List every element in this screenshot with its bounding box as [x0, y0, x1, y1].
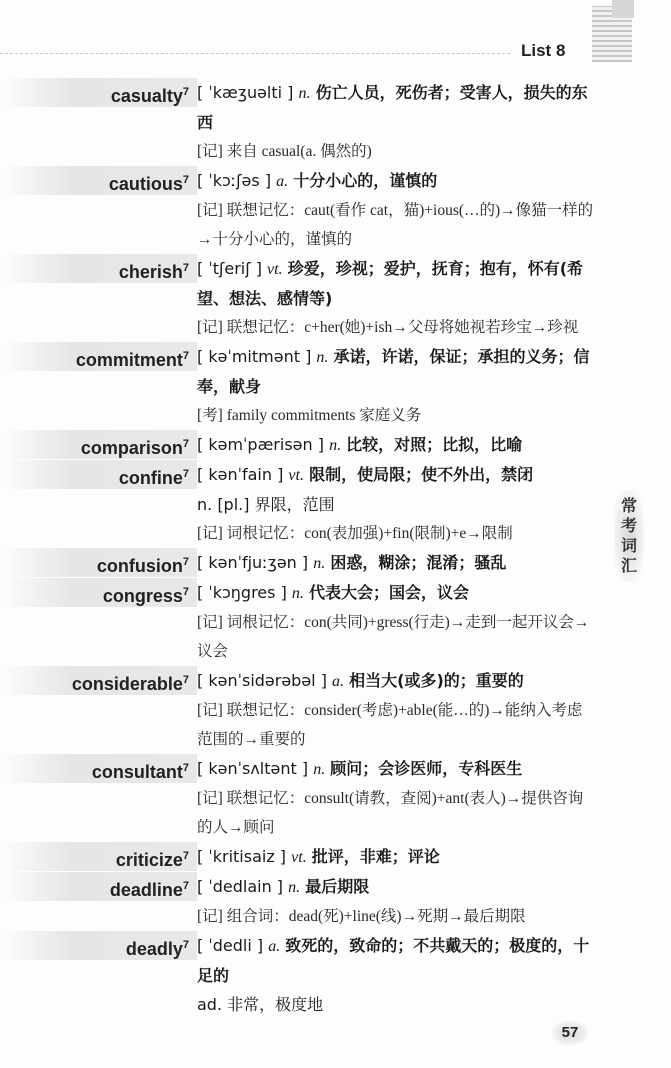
- frequency-mark: 7: [182, 86, 189, 98]
- entry-comparison: [0, 430, 600, 460]
- definition: 批评，非难；评论: [311, 847, 440, 866]
- headword-text: criticize: [115, 850, 183, 870]
- part-of-speech: a.: [332, 673, 345, 690]
- headword: [0, 842, 197, 871]
- memory-note: [记] 联想记忆：consult(请教，查阅)+ant(表人)→提供咨询的人→顾问: [197, 790, 584, 836]
- headword-text: cautious: [108, 174, 183, 194]
- headword-text: comparison: [80, 438, 183, 458]
- part-of-speech: vt.: [291, 849, 307, 866]
- definition: 伤亡人员，死伤者；受害人，损失的东西: [197, 83, 588, 132]
- side-tab: [614, 490, 644, 582]
- pronunciation: [ ˈdedlain ]: [197, 877, 284, 896]
- headword: [0, 666, 197, 695]
- entry-body: [197, 460, 595, 548]
- headword-text: deadline: [109, 880, 183, 900]
- part-of-speech: a.: [268, 938, 281, 955]
- entry-body: [197, 430, 595, 460]
- definition: 最后期限: [305, 877, 370, 896]
- memory-note: [记] 联想记忆：caut(看作 cat，猫)+ious(…的)→像猫一样的→十分小心的，谨慎的: [197, 202, 594, 248]
- part-of-speech: a.: [276, 173, 289, 190]
- extra-definition: n. [pl.] 界限，范围: [197, 495, 335, 514]
- definition: 顾问；会诊医师，专科医生: [330, 759, 523, 778]
- pronunciation: [ kəmˈpærisən ]: [197, 435, 324, 454]
- headword: [0, 78, 197, 107]
- definition: 十分小心的，谨慎的: [293, 171, 438, 190]
- entry-body: [197, 254, 595, 342]
- frequency-mark: 7: [182, 262, 189, 274]
- part-of-speech: n.: [313, 761, 326, 778]
- definition: 代表大会；国会，议会: [309, 583, 470, 602]
- headword: [0, 754, 197, 783]
- memory-note: [记] 联想记忆：consider(考虑)+able(能…的)→能纳入考虑范围的→重要的: [197, 702, 583, 748]
- definition-line: [197, 254, 595, 313]
- entry-body: [197, 872, 595, 931]
- definition: 相当大(或多)的；重要的: [349, 671, 524, 690]
- headword-text: confusion: [96, 556, 183, 576]
- headword: [0, 342, 197, 371]
- entry-criticize: [0, 842, 600, 872]
- frequency-mark: 7: [182, 586, 189, 598]
- definition-line: [197, 430, 595, 460]
- page-corner-shadow: [612, 0, 634, 18]
- memory-note: [记] 词根记忆：con(表加强)+fin(限制)+e→限制: [197, 525, 513, 542]
- entry-confine: [0, 460, 600, 548]
- part-of-speech: n.: [316, 349, 329, 366]
- headword-text: confine: [118, 468, 183, 488]
- definition: 比较，对照；比拟，比喻: [346, 435, 523, 454]
- frequency-mark: 7: [182, 556, 189, 568]
- memory-note: [记] 来自 casual(a. 偶然的): [197, 143, 372, 160]
- memory-note: [记] 联想记忆：c+her(她)+ish→父母将她视若珍宝→珍视: [197, 319, 579, 336]
- pronunciation: [ kənˈsʌltənt ]: [197, 759, 309, 778]
- definition-line: [197, 931, 595, 990]
- headword-text: deadly: [125, 939, 183, 959]
- part-of-speech: vt.: [267, 261, 283, 278]
- pronunciation: [ kənˈfain ]: [197, 465, 284, 484]
- headword: [0, 578, 197, 607]
- part-of-speech: n.: [329, 437, 342, 454]
- definition-line: [197, 548, 595, 578]
- frequency-mark: 7: [182, 468, 189, 480]
- headword: [0, 460, 197, 489]
- entry-consultant: [0, 754, 600, 842]
- frequency-mark: 7: [182, 350, 189, 362]
- entry-cherish: [0, 254, 600, 342]
- frequency-mark: 7: [182, 762, 189, 774]
- pronunciation: [ ˈkɔŋgres ]: [197, 583, 287, 602]
- headword-text: cherish: [118, 262, 183, 282]
- pronunciation: [ ˈdedli ]: [197, 936, 264, 955]
- part-of-speech: vt.: [288, 467, 304, 484]
- headword: [0, 254, 197, 283]
- pronunciation: [ ˈkritisaiz ]: [197, 847, 287, 866]
- memory-note: [记] 组合词：dead(死)+line(线)→死期→最后期限: [197, 908, 526, 925]
- headword: [0, 166, 197, 195]
- side-tab-text: 常考词汇: [620, 496, 637, 575]
- list-title: List 8: [521, 41, 566, 60]
- entry-cautious: [0, 166, 600, 254]
- definition-line: [197, 666, 595, 696]
- entry-body: [197, 931, 595, 1019]
- part-of-speech: n.: [288, 879, 301, 896]
- part-of-speech: n.: [313, 555, 326, 572]
- definition: 承诺，许诺，保证；承担的义务；信奉，献身: [197, 347, 590, 396]
- headword-text: congress: [102, 586, 183, 606]
- definition-line: [197, 78, 595, 137]
- frequency-mark: 7: [182, 939, 189, 951]
- extra-definition: ad. 非常，极度地: [197, 995, 324, 1014]
- headword: [0, 872, 197, 901]
- header-rule: [0, 53, 510, 54]
- entry-list: [0, 78, 600, 1019]
- pronunciation: [ ˈtʃeriʃ ]: [197, 259, 262, 278]
- definition-line: [197, 460, 595, 490]
- headword-text: commitment: [75, 350, 183, 370]
- frequency-mark: 7: [182, 880, 189, 892]
- headword: [0, 548, 197, 577]
- entry-deadly: [0, 931, 600, 1019]
- memory-note: [记] 词根记忆：con(共同)+gress(行走)→走到一起开议会→议会: [197, 614, 590, 660]
- entry-body: [197, 842, 595, 872]
- memory-note: [考] family commitments 家庭义务: [197, 407, 422, 424]
- frequency-mark: 7: [182, 438, 189, 450]
- definition: 珍爱，珍视；爱护，抚育；抱有，怀有(希望、想法、感情等): [197, 259, 584, 308]
- frequency-mark: 7: [182, 850, 189, 862]
- frequency-mark: 7: [182, 674, 189, 686]
- page-number: 57: [552, 1021, 588, 1045]
- frequency-mark: 7: [182, 174, 189, 186]
- entry-casualty: [0, 78, 600, 166]
- definition: 致死的，致命的；不共戴天的；极度的，十足的: [197, 936, 590, 985]
- definition-line: [197, 342, 595, 401]
- pronunciation: [ kəˈmitmənt ]: [197, 347, 312, 366]
- pronunciation: [ ˈkæʒuəlti ]: [197, 83, 294, 102]
- entry-body: [197, 548, 595, 578]
- headword-text: consultant: [91, 762, 183, 782]
- part-of-speech: n.: [291, 585, 304, 602]
- entry-body: [197, 342, 595, 430]
- headword-text: casualty: [110, 86, 183, 106]
- entry-body: [197, 578, 595, 666]
- definition-line: [197, 578, 595, 608]
- definition: 困惑，糊涂；混淆；骚乱: [330, 553, 507, 572]
- part-of-speech: n.: [298, 85, 311, 102]
- headword-text: considerable: [71, 674, 183, 694]
- headword: [0, 430, 197, 459]
- definition-line: [197, 842, 595, 872]
- entry-body: [197, 666, 595, 754]
- entry-congress: [0, 578, 600, 666]
- entry-body: [197, 754, 595, 842]
- definition-line: [197, 754, 595, 784]
- entry-body: [197, 166, 595, 254]
- definition-line: [197, 166, 595, 196]
- entry-deadline: [0, 872, 600, 931]
- pronunciation: [ kənˈsidərəbəl ]: [197, 671, 327, 690]
- headword: [0, 931, 197, 960]
- pronunciation: [ kənˈfjuːʒən ]: [197, 553, 309, 572]
- entry-considerable: [0, 666, 600, 754]
- entry-body: [197, 78, 595, 166]
- pronunciation: [ ˈkɔːʃəs ]: [197, 171, 272, 190]
- definition: 限制，使局限；使不外出，禁闭: [309, 465, 534, 484]
- entry-confusion: [0, 548, 600, 578]
- entry-commitment: [0, 342, 600, 430]
- definition-line: [197, 872, 595, 902]
